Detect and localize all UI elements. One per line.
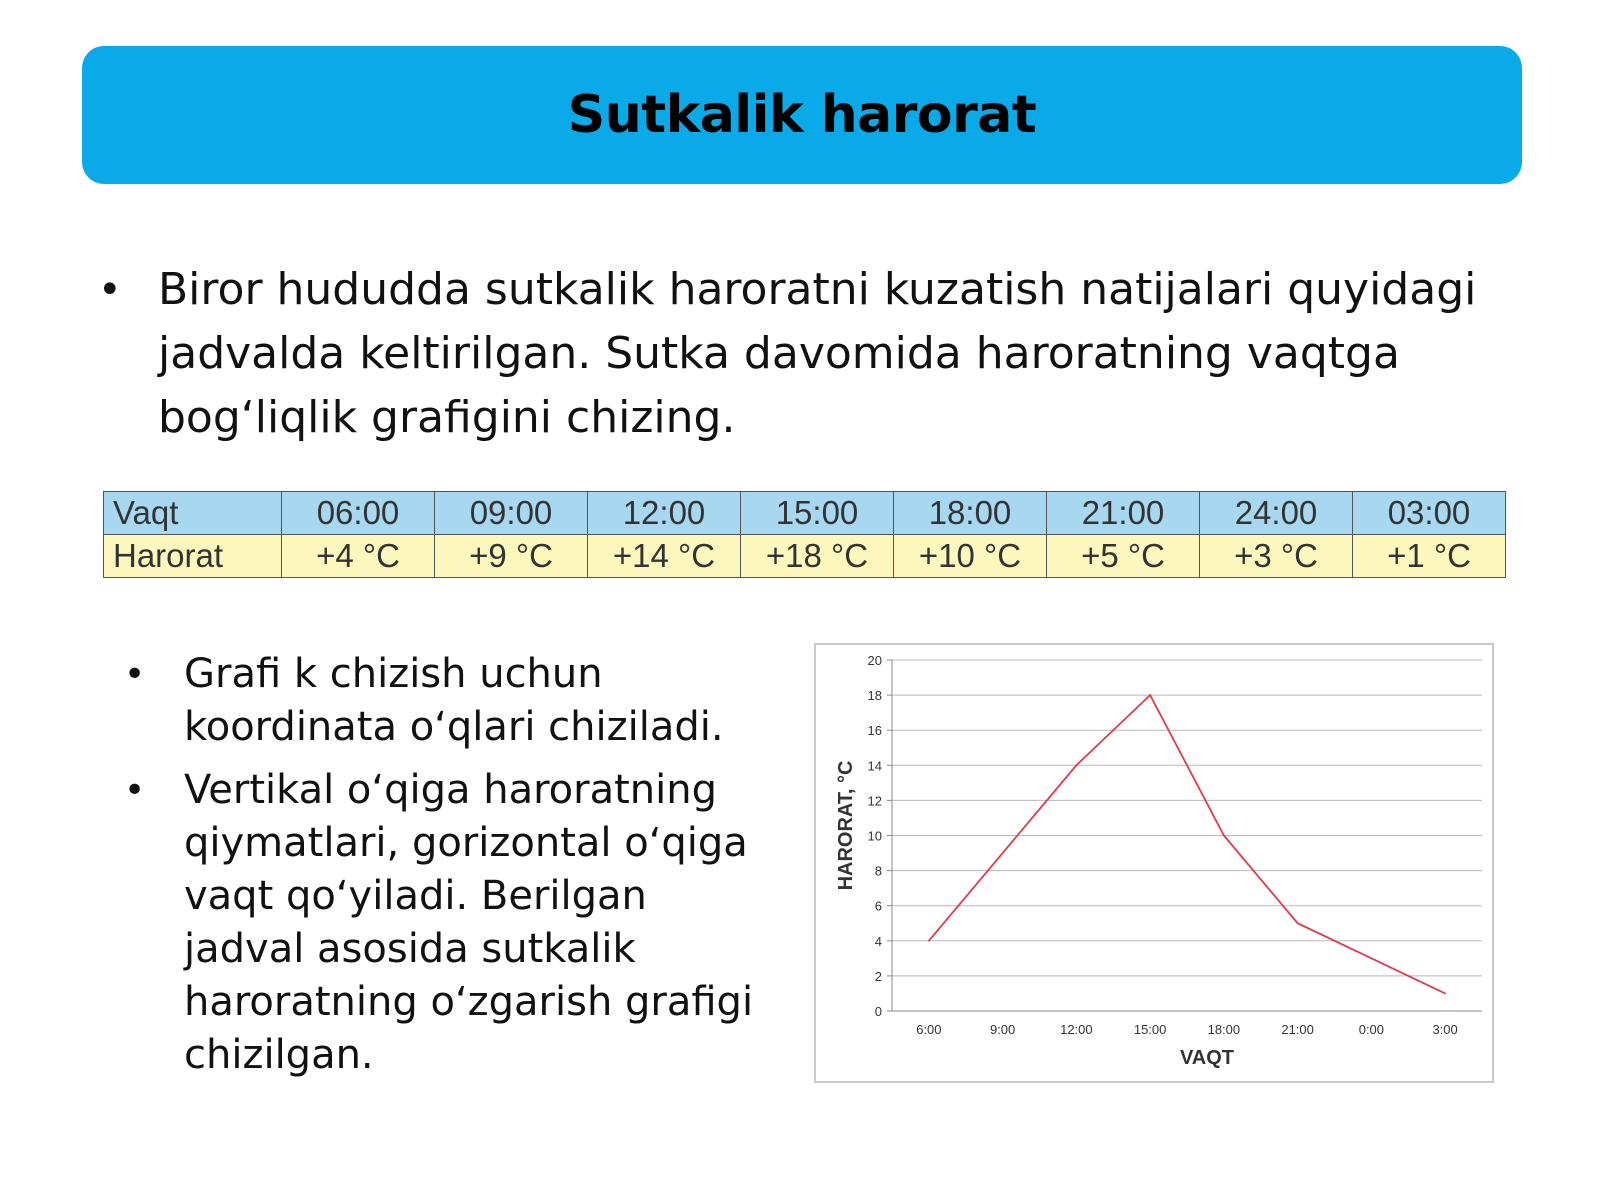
data-point bbox=[1371, 958, 1373, 960]
y-tick-label: 4 bbox=[874, 933, 882, 949]
data-point bbox=[1444, 993, 1446, 995]
intro-paragraph bbox=[92, 258, 1512, 450]
list-item bbox=[120, 764, 760, 1082]
bullet-icon: • bbox=[98, 267, 122, 313]
y-tick-label: 14 bbox=[867, 758, 882, 774]
temp-cell: +18 °C bbox=[741, 535, 894, 578]
time-cell: 12:00 bbox=[588, 492, 741, 535]
page-title: Sutkalik harorat bbox=[567, 85, 1037, 145]
y-axis-title: HARORAT, °C bbox=[835, 760, 857, 891]
data-point bbox=[1002, 852, 1004, 854]
y-tick-label: 18 bbox=[867, 688, 882, 704]
temperature-table bbox=[103, 491, 1506, 578]
y-tick-label: 16 bbox=[867, 723, 882, 739]
title-banner bbox=[82, 46, 1522, 184]
data-point bbox=[928, 940, 930, 942]
list-item-text: Vertikal o‘qiga haroratning qiymatlari, gorizontal o‘qiga vaqt qo‘yiladi. Berilgan jadval asosida sutkalik haroratning o‘zgarish grafigi chizilgan. bbox=[184, 767, 754, 1078]
time-cell: 21:00 bbox=[1047, 492, 1200, 535]
time-cell: 09:00 bbox=[435, 492, 588, 535]
x-tick-label: 15:00 bbox=[1133, 1022, 1167, 1037]
temp-cell: +3 °C bbox=[1200, 535, 1353, 578]
y-tick-label: 20 bbox=[867, 653, 882, 668]
x-axis-title: VAQT bbox=[1179, 1047, 1235, 1069]
list-item-text: Grafi k chizish uchun koordinata o‘qlari chiziladi. bbox=[184, 651, 724, 750]
temp-cell: +4 °C bbox=[282, 535, 435, 578]
y-tick-label: 2 bbox=[874, 968, 882, 984]
time-cell: 06:00 bbox=[282, 492, 435, 535]
x-tick-label: 3:00 bbox=[1432, 1022, 1458, 1037]
y-tick-label: 12 bbox=[867, 793, 882, 809]
y-tick-label: 8 bbox=[874, 863, 882, 879]
temp-cell: +1 °C bbox=[1353, 535, 1506, 578]
data-point bbox=[1297, 922, 1299, 924]
time-cell: 24:00 bbox=[1200, 492, 1353, 535]
table-row-temperature bbox=[104, 535, 1506, 578]
x-tick-label: 12:00 bbox=[1060, 1022, 1093, 1037]
time-cell: 15:00 bbox=[741, 492, 894, 535]
temp-cell: +14 °C bbox=[588, 535, 741, 578]
data-point bbox=[1076, 765, 1078, 767]
x-tick-label: 21:00 bbox=[1281, 1022, 1314, 1037]
temperature-chart bbox=[814, 643, 1494, 1083]
instruction-list bbox=[120, 648, 760, 1092]
data-point bbox=[1223, 835, 1225, 837]
y-tick-label: 6 bbox=[874, 898, 882, 914]
x-tick-label: 18:00 bbox=[1207, 1022, 1241, 1037]
row-label-time: Vaqt bbox=[104, 492, 282, 535]
list-item bbox=[120, 648, 760, 754]
series-line bbox=[929, 695, 1445, 993]
temp-cell: +5 °C bbox=[1047, 535, 1200, 578]
temp-cell: +10 °C bbox=[894, 535, 1047, 578]
bullet-icon: • bbox=[124, 654, 146, 695]
intro-text: Biror hududda sutkalik haroratni kuzatish natijalari quyidagi jadvalda keltirilgan. Sutka davomida haroratning vaqtga bog‘liqlik grafigini chizing. bbox=[158, 264, 1477, 443]
x-tick-label: 6:00 bbox=[916, 1022, 942, 1037]
x-tick-label: 0:00 bbox=[1358, 1022, 1385, 1037]
time-cell: 18:00 bbox=[894, 492, 1047, 535]
chart-canvas bbox=[816, 645, 1492, 1081]
intro-bullet bbox=[92, 258, 1512, 450]
y-tick-label: 10 bbox=[867, 828, 882, 844]
row-label-temperature: Harorat bbox=[104, 535, 282, 578]
bullet-icon: • bbox=[124, 770, 146, 811]
table-row-time bbox=[104, 492, 1506, 535]
temp-cell: +9 °C bbox=[435, 535, 588, 578]
time-cell: 03:00 bbox=[1353, 492, 1506, 535]
data-point bbox=[1149, 694, 1151, 696]
x-tick-label: 9:00 bbox=[989, 1022, 1016, 1037]
y-tick-label: 0 bbox=[874, 1004, 882, 1019]
